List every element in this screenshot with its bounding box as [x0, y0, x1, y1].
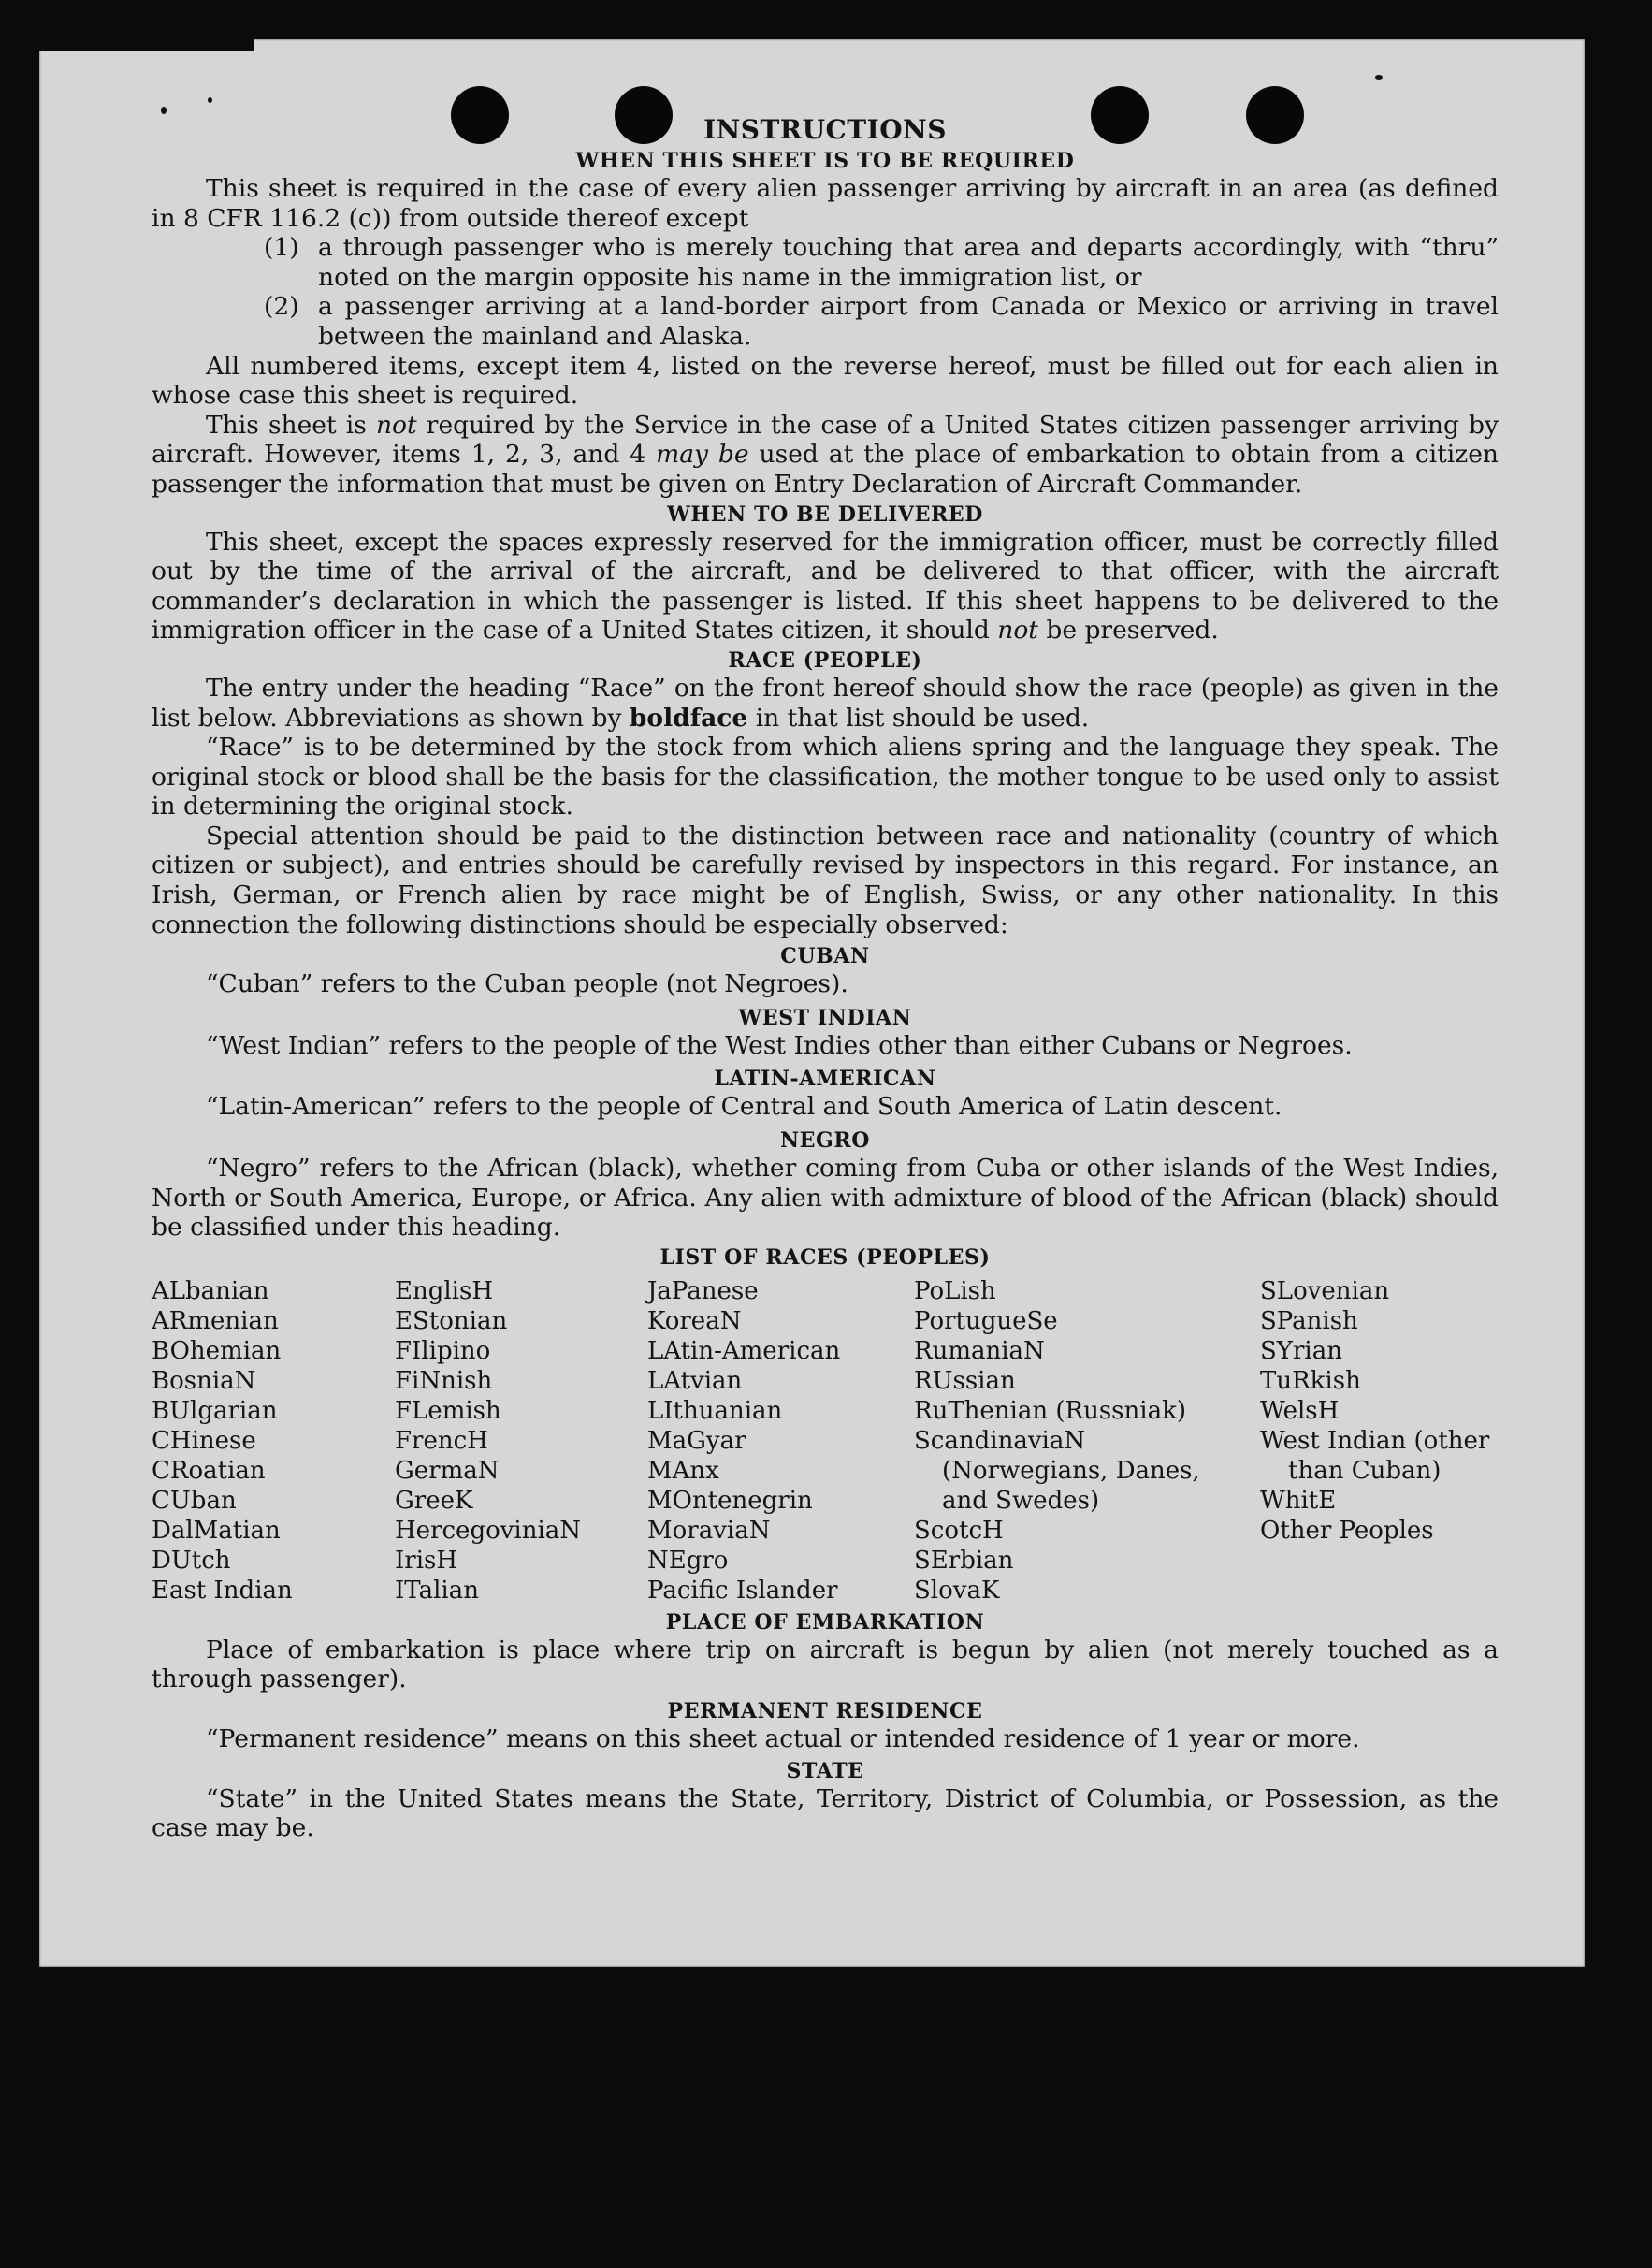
race-entry: RumaniaN	[914, 1336, 1045, 1365]
race-entry: Other Peoples	[1260, 1516, 1434, 1545]
speck-mark	[1375, 75, 1383, 80]
paragraph	[152, 411, 1499, 500]
section-heading-race: RACE (PEOPLE)	[728, 647, 922, 673]
race-entry: FLemish	[395, 1396, 501, 1425]
item-text: a through passenger who is merely touching that area and departs accordingly, with “thru” noted on the margin opposite his name in the immigration list, or	[318, 233, 1499, 292]
race-entry: SlovaK	[914, 1576, 1000, 1605]
paragraph: “Cuban” refers to the Cuban people (not Negroes).	[206, 969, 848, 999]
item-text: a passenger arriving at a land-border airport from Canada or Mexico or arriving in travel between the mainland and Alaska.	[318, 292, 1499, 351]
race-entry: SPanish	[1260, 1306, 1358, 1335]
race-entry: GreeK	[395, 1486, 473, 1515]
text-run: be preserved.	[1037, 616, 1219, 646]
races-column	[647, 1276, 914, 1606]
race-entry: SLovenian	[1260, 1276, 1390, 1305]
race-entry: GermaN	[395, 1456, 500, 1485]
emphasis-text: may be	[656, 440, 749, 470]
instructions-content	[152, 114, 1499, 1843]
section-heading-when-delivered: WHEN TO BE DELIVERED	[667, 502, 983, 527]
paragraph: Place of embarkation is place where trip on aircraft is begun by alien (not merely touched as a through passenger).	[152, 1635, 1499, 1694]
text-run: The entry under the heading “Race” on the front hereof should show the race (people) as given in the list below. Abbreviations as shown by	[152, 673, 1499, 733]
paragraph: “Latin-American” refers to the people of Central and South America of Latin descent.	[206, 1092, 1282, 1122]
text-run: This sheet is	[206, 410, 376, 440]
item-number: (1)	[264, 233, 299, 263]
speck-mark	[208, 97, 212, 103]
race-entry: HercegoviniaN	[395, 1516, 582, 1545]
bold-text: boldface	[629, 703, 748, 733]
race-entry: ARmenian	[152, 1306, 279, 1335]
races-list	[152, 1276, 1499, 1606]
text-run: used at the place of embarkation to obtain from a citizen passenger the information that must be given on Entry Declaration of Aircraft Commander.	[152, 440, 1499, 499]
race-entry: EStonian	[395, 1306, 508, 1335]
race-entry: DalMatian	[152, 1516, 281, 1545]
race-entry: LIthuanian	[647, 1396, 783, 1425]
races-column	[914, 1276, 1260, 1606]
race-entry: Pacific Islander	[647, 1576, 838, 1605]
race-entry: MAnx	[647, 1456, 719, 1485]
race-entry: RUssian	[914, 1366, 1016, 1395]
race-entry: East Indian	[152, 1576, 293, 1605]
paragraph	[152, 528, 1499, 646]
race-entry: SErbian	[914, 1546, 1014, 1575]
race-entry: BUlgarian	[152, 1396, 278, 1425]
race-entry: MoraviaN	[647, 1516, 771, 1545]
document-sheet	[39, 39, 1585, 1967]
race-entry: ITalian	[395, 1576, 479, 1605]
paragraph: Special attention should be paid to the distinction between race and nationality (country of which citizen or subject), and entries should be carefully revised by inspectors in this regard. For instance, an Irish, German, or French alien by race might be of English, Swiss, or any other nationality. In this connection the following distinctions should be especially observed:	[152, 821, 1499, 939]
text-run: in that list should be used.	[747, 703, 1090, 733]
section-heading-cuban: CUBAN	[780, 944, 870, 969]
section-heading-state: STATE	[786, 1758, 864, 1783]
race-entry: ScotcH	[914, 1516, 1004, 1545]
race-entry: RuThenian (Russniak)	[914, 1396, 1186, 1425]
emphasis-text: not	[997, 616, 1038, 646]
race-entry: EnglisH	[395, 1276, 494, 1305]
page-title: INSTRUCTIONS	[703, 114, 947, 145]
section-heading-list-of-races: LIST OF RACES (PEOPLES)	[659, 1244, 991, 1270]
race-entry: FIlipino	[395, 1336, 491, 1365]
race-entry: SYrian	[1260, 1336, 1342, 1365]
race-entry: West Indian (other than Cuban)	[1260, 1426, 1490, 1485]
race-entry: JaPanese	[647, 1276, 759, 1305]
race-entry: LAtin-American	[647, 1336, 841, 1365]
speck-mark	[161, 107, 167, 114]
race-entry: CUban	[152, 1486, 237, 1515]
paragraph: “Race” is to be determined by the stock from which aliens spring and the language they speak. The original stock or blood shall be the basis for the classification, the mother tongue to be used only to assist in determining the original stock.	[152, 733, 1499, 821]
race-entry: FrencH	[395, 1426, 488, 1455]
race-entry: WelsH	[1260, 1396, 1340, 1425]
race-entry: DUtch	[152, 1546, 231, 1575]
race-entry: ALbanian	[152, 1276, 269, 1305]
races-column	[395, 1276, 647, 1606]
race-entry: CHinese	[152, 1426, 256, 1455]
section-heading-residence: PERMANENT RESIDENCE	[667, 1699, 983, 1723]
race-entry: MOntenegrin	[647, 1486, 813, 1515]
race-entry: NEgro	[647, 1546, 729, 1575]
paragraph: “West Indian” refers to the people of the West Indies other than either Cubans or Negroes.	[206, 1030, 1353, 1060]
paragraph: “State” in the United States means the State, Territory, District of Columbia, or Possession, as the case may be.	[152, 1783, 1499, 1843]
emphasis-text: not	[375, 410, 417, 440]
race-entry: TuRkish	[1260, 1366, 1361, 1395]
section-heading-west-indian: WEST INDIAN	[738, 1005, 912, 1030]
race-entry: BOhemian	[152, 1336, 282, 1365]
sheet-notch	[39, 36, 254, 51]
section-heading-negro: NEGRO	[779, 1128, 871, 1154]
section-heading-embarkation: PLACE OF EMBARKATION	[665, 1609, 985, 1635]
races-column	[152, 1276, 395, 1606]
races-column	[1260, 1276, 1499, 1606]
race-entry: WhitE	[1260, 1486, 1337, 1515]
race-entry: LAtvian	[647, 1366, 743, 1395]
race-entry: IrisH	[395, 1546, 458, 1575]
race-entry: PortugueSe	[914, 1306, 1058, 1335]
list-item	[264, 292, 1499, 351]
text-run: required by the Service in the case of a United States citizen passenger arriving by aircraft. However, items 1, 2, 3, and 4	[152, 410, 1499, 470]
paragraph: All numbered items, except item 4, listed on the reverse hereof, must be filled out for each alien in whose case this sheet is required.	[152, 351, 1499, 411]
race-entry: MaGyar	[647, 1426, 746, 1455]
section-heading-when-required: WHEN THIS SHEET IS TO BE REQUIRED	[575, 149, 1075, 173]
paragraph: “Negro” refers to the African (black), whether coming from Cuba or other islands of the West Indies, North or South America, Europe, or Africa. Any alien with admixture of blood of the African (black) should be classified under this heading.	[152, 1154, 1499, 1243]
race-entry: BosniaN	[152, 1366, 256, 1395]
race-entry: PoLish	[914, 1276, 996, 1305]
text-run: This sheet, except the spaces expressly reserved for the immigration officer, must be correctly filled out by the time of the arrival of the aircraft, and be delivered to that officer, with the aircraft commander’s declaration in which the passenger is listed. If this sheet happens to be delivered to the immigration officer in the case of a United States citizen, it should	[152, 527, 1499, 646]
race-entry: KoreaN	[647, 1306, 742, 1335]
paragraph: This sheet is required in the case of every alien passenger arriving by aircraft in an area (as defined in 8 CFR 116.2 (c)) from outside thereof except	[152, 174, 1499, 233]
race-entry: FiNnish	[395, 1366, 493, 1395]
section-heading-latin-american: LATIN-AMERICAN	[714, 1067, 936, 1092]
list-item	[264, 233, 1499, 292]
item-number: (2)	[264, 292, 299, 322]
race-entry: ScandinaviaN (Norwegians, Danes, and Swedes)	[914, 1426, 1200, 1515]
paragraph	[152, 674, 1499, 733]
paragraph: “Permanent residence” means on this sheet actual or intended residence of 1 year or more.	[206, 1724, 1360, 1753]
race-entry: CRoatian	[152, 1456, 266, 1485]
